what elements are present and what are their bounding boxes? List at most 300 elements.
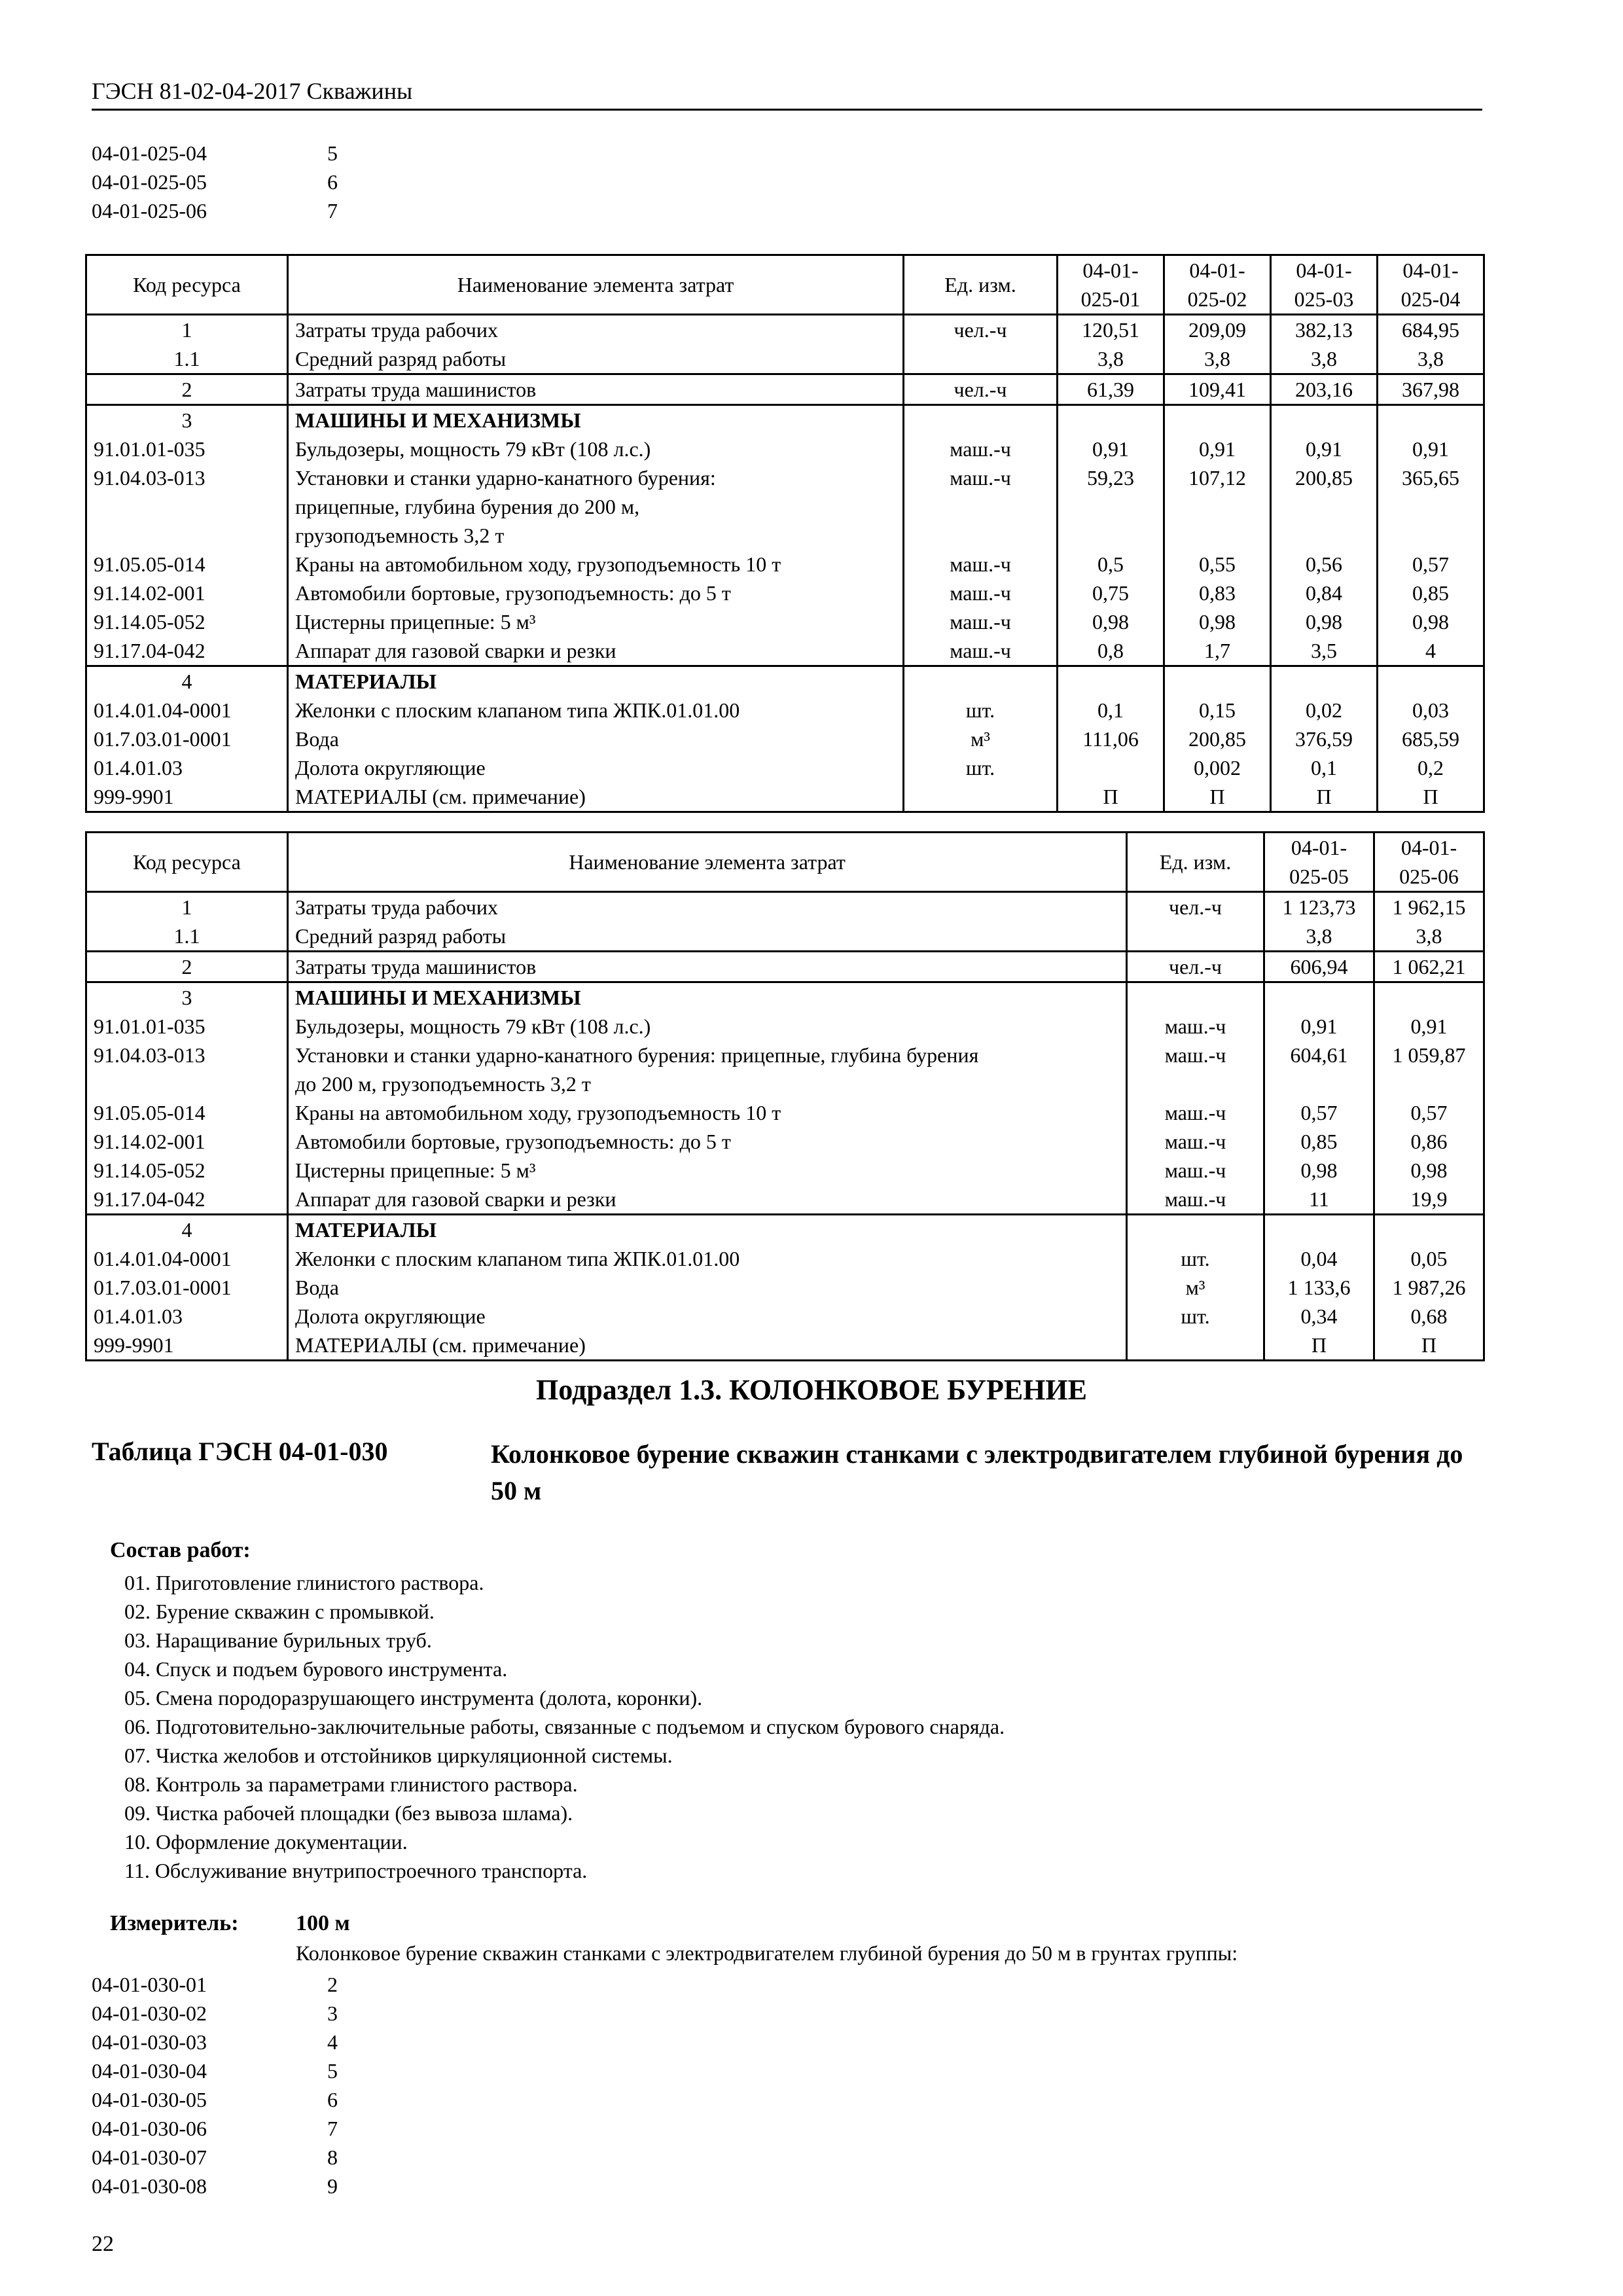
norm-value: 0,57 bbox=[1374, 1098, 1484, 1127]
resource-name bbox=[288, 492, 904, 521]
norm-value: 0,5 bbox=[1058, 550, 1164, 579]
resource-name-text: Затраты труда машинистов bbox=[295, 378, 537, 401]
resource-name bbox=[288, 1069, 1127, 1098]
resource-name-text: Желонки с плоским клапаном типа ЖПК.01.01.00 bbox=[295, 1247, 740, 1270]
table-row bbox=[86, 952, 1484, 982]
work-item: 05. Смена породоразрушающего инструмента (долота, коронки). bbox=[124, 1686, 703, 1710]
work-item: 09. Чистка рабочей площадки (без вывоза шлама). bbox=[124, 1801, 573, 1825]
resource-code: 91.04.03-013 bbox=[86, 463, 288, 492]
unit: маш.-ч bbox=[904, 607, 1058, 636]
norm-value: 365,65 bbox=[1378, 463, 1484, 492]
resource-name-text: МАШИНЫ И МЕХАНИЗМЫ bbox=[295, 408, 581, 432]
norm-value: 203,16 bbox=[1271, 374, 1378, 405]
resource-code: 91.14.02-001 bbox=[86, 579, 288, 607]
resource-name bbox=[288, 315, 904, 345]
resource-code: 999-9901 bbox=[86, 782, 288, 812]
unit: м³ bbox=[904, 725, 1058, 753]
resource-name-text: Затраты труда рабочих bbox=[295, 318, 498, 342]
norm-value: 1 133,6 bbox=[1264, 1273, 1374, 1302]
code-row bbox=[92, 196, 366, 225]
resource-name-text: Аппарат для газовой сварки и резки bbox=[295, 1187, 616, 1211]
norm-value bbox=[1164, 521, 1271, 550]
resource-code bbox=[86, 492, 288, 521]
header-col-6: 04-01- 025-06 bbox=[1374, 833, 1484, 892]
norm-value: 0,56 bbox=[1271, 550, 1378, 579]
table-row bbox=[86, 922, 1484, 952]
resource-code: 01.4.01.03 bbox=[86, 1302, 288, 1331]
header-unit: Ед. изм. bbox=[904, 255, 1058, 315]
resource-code: 91.05.05-014 bbox=[86, 1098, 288, 1127]
header-col-2: 04-01- 025-02 bbox=[1164, 255, 1271, 315]
norm-value: 3,8 bbox=[1264, 922, 1374, 952]
page-number: 22 bbox=[92, 2232, 114, 2256]
table-row bbox=[86, 636, 1484, 666]
norm-value: 604,61 bbox=[1264, 1041, 1374, 1069]
unit: маш.-ч bbox=[904, 435, 1058, 463]
running-header: ГЭСН 81-02-04-2017 Скважины bbox=[92, 78, 413, 104]
norm-value: 107,12 bbox=[1164, 463, 1271, 492]
norm-value: 0,91 bbox=[1058, 435, 1164, 463]
norm-value bbox=[1058, 405, 1164, 435]
norm-value bbox=[1374, 1069, 1484, 1098]
norm-value: 0,83 bbox=[1164, 579, 1271, 607]
table-row bbox=[86, 405, 1484, 435]
code-value: 04-01-025-04 bbox=[92, 141, 207, 165]
header-unit: Ед. изм. bbox=[1127, 833, 1264, 892]
unit bbox=[904, 405, 1058, 435]
code-row bbox=[92, 2114, 366, 2143]
code-row bbox=[92, 2056, 366, 2085]
norm-value: 11 bbox=[1264, 1185, 1374, 1215]
resource-name-text: Долота округляющие bbox=[295, 756, 486, 780]
norm-value: 1,7 bbox=[1164, 636, 1271, 666]
table-row bbox=[86, 607, 1484, 636]
soil-group: 3 bbox=[327, 2001, 338, 2025]
norm-value: 0,91 bbox=[1264, 1012, 1374, 1041]
resource-name-text: Установки и станки ударно-канатного бурения: bbox=[295, 466, 716, 490]
norm-value: 3,8 bbox=[1164, 344, 1271, 374]
resource-code bbox=[86, 1069, 288, 1098]
header-col-1: 04-01- 025-01 bbox=[1058, 255, 1164, 315]
resource-code: 01.4.01.03 bbox=[86, 753, 288, 782]
unit bbox=[904, 782, 1058, 812]
table-row bbox=[86, 374, 1484, 405]
norm-value: 1 987,26 bbox=[1374, 1273, 1484, 1302]
soil-group: 7 bbox=[327, 198, 338, 223]
norm-value: 0,91 bbox=[1374, 1012, 1484, 1041]
soil-group: 2 bbox=[327, 1972, 338, 1996]
work-item: 03. Наращивание бурильных труб. bbox=[124, 1628, 432, 1652]
norm-value: 0,98 bbox=[1271, 607, 1378, 636]
norm-value: 0,02 bbox=[1271, 696, 1378, 725]
norm-value bbox=[1378, 492, 1484, 521]
table-row bbox=[86, 435, 1484, 463]
resource-name-text: Средний разряд работы bbox=[295, 347, 507, 370]
norm-value: 0,002 bbox=[1164, 753, 1271, 782]
norm-value bbox=[1058, 666, 1164, 696]
norm-value: 0,75 bbox=[1058, 579, 1164, 607]
resource-code: 2 bbox=[86, 952, 288, 982]
resource-code: 91.17.04-042 bbox=[86, 1185, 288, 1215]
resource-code: 91.14.05-052 bbox=[86, 607, 288, 636]
unit: м³ bbox=[1127, 1273, 1264, 1302]
unit bbox=[1127, 1069, 1264, 1098]
norm-value: 0,2 bbox=[1378, 753, 1484, 782]
resource-name bbox=[288, 1098, 1127, 1127]
table-row bbox=[86, 666, 1484, 696]
norm-value: 0,98 bbox=[1164, 607, 1271, 636]
table-label: Таблица ГЭСН 04-01-030 bbox=[92, 1437, 388, 1466]
resource-name bbox=[288, 1273, 1127, 1302]
norm-value: 3,8 bbox=[1271, 344, 1378, 374]
code-row bbox=[92, 2028, 366, 2056]
code-row bbox=[92, 1970, 366, 1999]
resource-code: 91.04.03-013 bbox=[86, 1041, 288, 1069]
resource-name-text: Затраты труда рабочих bbox=[295, 895, 498, 919]
norm-value bbox=[1058, 753, 1164, 782]
norm-value: 0,1 bbox=[1271, 753, 1378, 782]
resource-name bbox=[288, 1215, 1127, 1245]
table-row bbox=[86, 1331, 1484, 1361]
norm-value: П bbox=[1271, 782, 1378, 812]
unit bbox=[904, 521, 1058, 550]
norm-value bbox=[1264, 1069, 1374, 1098]
norm-value bbox=[1058, 521, 1164, 550]
resource-name-text: Установки и станки ударно-канатного бурения: прицепные, глубина бурения bbox=[295, 1043, 979, 1067]
norm-value: 59,23 bbox=[1058, 463, 1164, 492]
norm-value: 0,68 bbox=[1374, 1302, 1484, 1331]
table-row bbox=[86, 782, 1484, 812]
resource-code: 01.7.03.01-0001 bbox=[86, 1273, 288, 1302]
code-value: 04-01-030-01 bbox=[92, 1972, 207, 1996]
norm-value: 606,94 bbox=[1264, 952, 1374, 982]
norm-value: 0,85 bbox=[1264, 1127, 1374, 1156]
norm-value: 0,8 bbox=[1058, 636, 1164, 666]
resource-name bbox=[288, 696, 904, 725]
norm-value: 0,91 bbox=[1271, 435, 1378, 463]
work-item: 01. Приготовление глинистого раствора. bbox=[124, 1571, 484, 1594]
unit bbox=[904, 344, 1058, 374]
norm-value: П bbox=[1378, 782, 1484, 812]
norm-value: 376,59 bbox=[1271, 725, 1378, 753]
soil-group: 6 bbox=[327, 170, 338, 194]
unit: маш.-ч bbox=[1127, 1185, 1264, 1215]
unit: маш.-ч bbox=[1127, 1012, 1264, 1041]
norm-value: 382,13 bbox=[1271, 315, 1378, 345]
unit: маш.-ч bbox=[904, 463, 1058, 492]
unit: маш.-ч bbox=[904, 636, 1058, 666]
resource-name bbox=[288, 636, 904, 666]
header-name: Наименование элемента затрат bbox=[288, 255, 904, 315]
resource-name-text: Долота округляющие bbox=[295, 1304, 486, 1328]
work-item: 02. Бурение скважин с промывкой. bbox=[124, 1600, 435, 1623]
resource-name bbox=[288, 1185, 1127, 1215]
norm-value: 1 123,73 bbox=[1264, 892, 1374, 922]
resource-name bbox=[288, 1127, 1127, 1156]
table-row bbox=[86, 892, 1484, 922]
norm-value bbox=[1058, 492, 1164, 521]
unit: маш.-ч bbox=[1127, 1098, 1264, 1127]
resource-name-text: Вода bbox=[295, 1276, 339, 1299]
resource-code: 1 bbox=[86, 892, 288, 922]
norm-value: 120,51 bbox=[1058, 315, 1164, 345]
resource-name bbox=[288, 952, 1127, 982]
unit: маш.-ч bbox=[904, 550, 1058, 579]
code-value: 04-01-030-07 bbox=[92, 2145, 207, 2169]
unit: шт. bbox=[904, 753, 1058, 782]
table-row bbox=[86, 1273, 1484, 1302]
resource-name-text: Аппарат для газовой сварки и резки bbox=[295, 639, 616, 662]
norm-value bbox=[1378, 666, 1484, 696]
resource-code: 01.4.01.04-0001 bbox=[86, 1244, 288, 1273]
resource-name-text: МАШИНЫ И МЕХАНИЗМЫ bbox=[295, 986, 581, 1009]
resource-code: 1.1 bbox=[86, 344, 288, 374]
norm-value: 61,39 bbox=[1058, 374, 1164, 405]
table-row bbox=[86, 1244, 1484, 1273]
norm-value: 0,05 bbox=[1374, 1244, 1484, 1273]
norm-value bbox=[1264, 982, 1374, 1013]
norm-value: 209,09 bbox=[1164, 315, 1271, 345]
code-row bbox=[92, 2143, 366, 2172]
norm-value bbox=[1271, 405, 1378, 435]
resource-name-text: до 200 м, грузоподъемность 3,2 т bbox=[295, 1072, 591, 1096]
soil-group: 8 bbox=[327, 2145, 338, 2169]
norm-value: 0,98 bbox=[1374, 1156, 1484, 1185]
norm-value: 0,55 bbox=[1164, 550, 1271, 579]
norm-value bbox=[1271, 666, 1378, 696]
resource-name-text: Вода bbox=[295, 727, 339, 751]
norm-value: 0,15 bbox=[1164, 696, 1271, 725]
code-value: 04-01-025-05 bbox=[92, 170, 207, 194]
norm-value: 0,34 bbox=[1264, 1302, 1374, 1331]
resource-name bbox=[288, 753, 904, 782]
soil-group: 6 bbox=[327, 2087, 338, 2111]
norm-value: 109,41 bbox=[1164, 374, 1271, 405]
resource-name-text: Цистерны прицепные: 5 м³ bbox=[295, 610, 536, 634]
resource-code: 01.7.03.01-0001 bbox=[86, 725, 288, 753]
norm-value bbox=[1164, 405, 1271, 435]
resource-code: 91.14.02-001 bbox=[86, 1127, 288, 1156]
resource-name-text: прицепные, глубина бурения до 200 м, bbox=[295, 495, 640, 518]
works-title: Состав работ: bbox=[110, 1538, 251, 1562]
resource-name bbox=[288, 666, 904, 696]
table-row bbox=[86, 1215, 1484, 1245]
header-code: Код ресурса bbox=[86, 255, 288, 315]
resource-name bbox=[288, 892, 1127, 922]
code-value: 04-01-030-08 bbox=[92, 2174, 207, 2198]
code-value: 04-01-030-04 bbox=[92, 2058, 207, 2083]
resource-name-text: грузоподъемность 3,2 т bbox=[295, 524, 505, 547]
resource-code: 2 bbox=[86, 374, 288, 405]
resource-name bbox=[288, 550, 904, 579]
soil-group: 5 bbox=[327, 141, 338, 165]
norm-value: 685,59 bbox=[1378, 725, 1484, 753]
resource-name-text: МАТЕРИАЛЫ (см. примечание) bbox=[295, 785, 586, 808]
norm-value: 4 bbox=[1378, 636, 1484, 666]
unit: шт. bbox=[1127, 1244, 1264, 1273]
resource-name bbox=[288, 607, 904, 636]
resource-name-text: Цистерны прицепные: 5 м³ bbox=[295, 1158, 536, 1182]
resource-table-1 bbox=[85, 254, 1485, 813]
resource-code: 91.05.05-014 bbox=[86, 550, 288, 579]
table-row bbox=[86, 344, 1484, 374]
meter-description: Колонковое бурение скважин станками с электродвигателем глубиной бурения до 50 м в грунтах группы: bbox=[296, 1941, 1238, 1965]
norm-value: 0,91 bbox=[1378, 435, 1484, 463]
norm-value: 0,84 bbox=[1271, 579, 1378, 607]
norm-value: 3,8 bbox=[1378, 344, 1484, 374]
resource-code: 3 bbox=[86, 982, 288, 1013]
unit bbox=[1127, 1331, 1264, 1361]
norm-value: 0,85 bbox=[1378, 579, 1484, 607]
table-row bbox=[86, 550, 1484, 579]
table-row bbox=[86, 1041, 1484, 1069]
unit: маш.-ч bbox=[1127, 1156, 1264, 1185]
norm-value: 3,5 bbox=[1271, 636, 1378, 666]
code-value: 04-01-030-05 bbox=[92, 2087, 207, 2111]
resource-table-2 bbox=[85, 831, 1485, 1361]
resource-code: 999-9901 bbox=[86, 1331, 288, 1361]
norm-value: 0,57 bbox=[1264, 1098, 1374, 1127]
norm-value: 3,8 bbox=[1058, 344, 1164, 374]
code-value: 04-01-030-06 bbox=[92, 2116, 207, 2140]
resource-name-text: Средний разряд работы bbox=[295, 924, 507, 948]
table-row bbox=[86, 1156, 1484, 1185]
table-row bbox=[86, 521, 1484, 550]
norm-value: 19,9 bbox=[1374, 1185, 1484, 1215]
norm-value: 1 962,15 bbox=[1374, 892, 1484, 922]
norm-value: 1 059,87 bbox=[1374, 1041, 1484, 1069]
norm-value: 0,57 bbox=[1378, 550, 1484, 579]
header-code: Код ресурса bbox=[86, 833, 288, 892]
table-caption: Колонковое бурение скважин станками с электродвигателем глубиной бурения до 50 м bbox=[491, 1439, 1463, 1505]
norm-value bbox=[1164, 492, 1271, 521]
table-row bbox=[86, 982, 1484, 1013]
resource-name-text: Краны на автомобильном ходу, грузоподъемность 10 т bbox=[295, 1101, 781, 1124]
resource-name bbox=[288, 982, 1127, 1013]
norm-value: П bbox=[1374, 1331, 1484, 1361]
code-value: 04-01-030-02 bbox=[92, 2001, 207, 2025]
resource-code: 4 bbox=[86, 666, 288, 696]
code-row bbox=[92, 1999, 366, 2028]
norm-value: П bbox=[1164, 782, 1271, 812]
unit: маш.-ч bbox=[904, 579, 1058, 607]
work-item: 08. Контроль за параметрами глинистого раствора. bbox=[124, 1772, 578, 1796]
table-row bbox=[86, 1185, 1484, 1215]
resource-name bbox=[288, 1331, 1127, 1361]
table-row bbox=[86, 1302, 1484, 1331]
resource-name-text: Краны на автомобильном ходу, грузоподъемность 10 т bbox=[295, 552, 781, 576]
norm-value bbox=[1378, 405, 1484, 435]
resource-code: 1.1 bbox=[86, 922, 288, 952]
resource-code: 91.01.01-035 bbox=[86, 435, 288, 463]
resource-name-text: Автомобили бортовые, грузоподъемность: до 5 т bbox=[295, 1130, 731, 1153]
table-row bbox=[86, 1127, 1484, 1156]
code-value: 04-01-030-03 bbox=[92, 2030, 207, 2054]
norm-value: 1 062,21 bbox=[1374, 952, 1484, 982]
norm-value: 0,98 bbox=[1378, 607, 1484, 636]
resource-code: 91.14.05-052 bbox=[86, 1156, 288, 1185]
unit bbox=[904, 492, 1058, 521]
resource-name-text: Бульдозеры, мощность 79 кВт (108 л.с.) bbox=[295, 1014, 651, 1038]
resource-name bbox=[288, 725, 904, 753]
header-name: Наименование элемента затрат bbox=[288, 833, 1127, 892]
resource-code: 1 bbox=[86, 315, 288, 345]
resource-name bbox=[288, 922, 1127, 952]
norm-value: П bbox=[1058, 782, 1164, 812]
norm-value: П bbox=[1264, 1331, 1374, 1361]
table-row bbox=[86, 315, 1484, 345]
resource-name-text: Желонки с плоским клапаном типа ЖПК.01.01.00 bbox=[295, 698, 740, 722]
header-col-4: 04-01- 025-04 bbox=[1378, 255, 1484, 315]
resource-name-text: Затраты труда машинистов bbox=[295, 955, 537, 978]
soil-group: 4 bbox=[327, 2030, 338, 2054]
meter-label: Измеритель: bbox=[110, 1911, 239, 1935]
resource-name bbox=[288, 1041, 1127, 1069]
resource-name bbox=[288, 374, 904, 405]
resource-name bbox=[288, 344, 904, 374]
section-title: Подраздел 1.3. КОЛОНКОВОЕ БУРЕНИЕ bbox=[536, 1374, 1087, 1406]
resource-name-text: Автомобили бортовые, грузоподъемность: до 5 т bbox=[295, 581, 731, 605]
norm-value: 0,86 bbox=[1374, 1127, 1484, 1156]
unit: чел.-ч bbox=[1127, 952, 1264, 982]
unit bbox=[1127, 922, 1264, 952]
resource-name bbox=[288, 435, 904, 463]
unit: маш.-ч bbox=[1127, 1041, 1264, 1069]
resource-name bbox=[288, 1302, 1127, 1331]
resource-code: 91.01.01-035 bbox=[86, 1012, 288, 1041]
table-row bbox=[86, 696, 1484, 725]
soil-group: 9 bbox=[327, 2174, 338, 2198]
norm-value: 0,91 bbox=[1164, 435, 1271, 463]
unit: маш.-ч bbox=[1127, 1127, 1264, 1156]
norm-value: 0,04 bbox=[1264, 1244, 1374, 1273]
unit: чел.-ч bbox=[1127, 892, 1264, 922]
resource-name-text: МАТЕРИАЛЫ bbox=[295, 1218, 437, 1242]
norm-value: 0,98 bbox=[1058, 607, 1164, 636]
resource-name bbox=[288, 405, 904, 435]
norm-value bbox=[1271, 521, 1378, 550]
norm-value bbox=[1164, 666, 1271, 696]
table-row bbox=[86, 579, 1484, 607]
resource-name bbox=[288, 1244, 1127, 1273]
norm-value bbox=[1374, 1215, 1484, 1245]
table-row bbox=[86, 753, 1484, 782]
table-row bbox=[86, 1098, 1484, 1127]
table-header-row bbox=[86, 833, 1484, 892]
table-row bbox=[86, 463, 1484, 492]
work-item: 10. Оформление документации. bbox=[124, 1830, 408, 1854]
norm-value bbox=[1264, 1215, 1374, 1245]
meter-value: 100 м bbox=[296, 1911, 350, 1935]
norm-value bbox=[1271, 492, 1378, 521]
unit: чел.-ч bbox=[904, 374, 1058, 405]
norm-value: 0,98 bbox=[1264, 1156, 1374, 1185]
unit: чел.-ч bbox=[904, 315, 1058, 345]
resource-name-text: МАТЕРИАЛЫ (см. примечание) bbox=[295, 1333, 586, 1357]
resource-code bbox=[86, 521, 288, 550]
soil-group: 7 bbox=[327, 2116, 338, 2140]
bottom-code-list bbox=[92, 1970, 366, 2200]
resource-name bbox=[288, 782, 904, 812]
norm-value: 111,06 bbox=[1058, 725, 1164, 753]
norm-value bbox=[1374, 982, 1484, 1013]
unit bbox=[904, 666, 1058, 696]
resource-code: 01.4.01.04-0001 bbox=[86, 696, 288, 725]
resource-code: 3 bbox=[86, 405, 288, 435]
norm-value: 684,95 bbox=[1378, 315, 1484, 345]
header-col-5: 04-01- 025-05 bbox=[1264, 833, 1374, 892]
code-row bbox=[92, 168, 366, 196]
